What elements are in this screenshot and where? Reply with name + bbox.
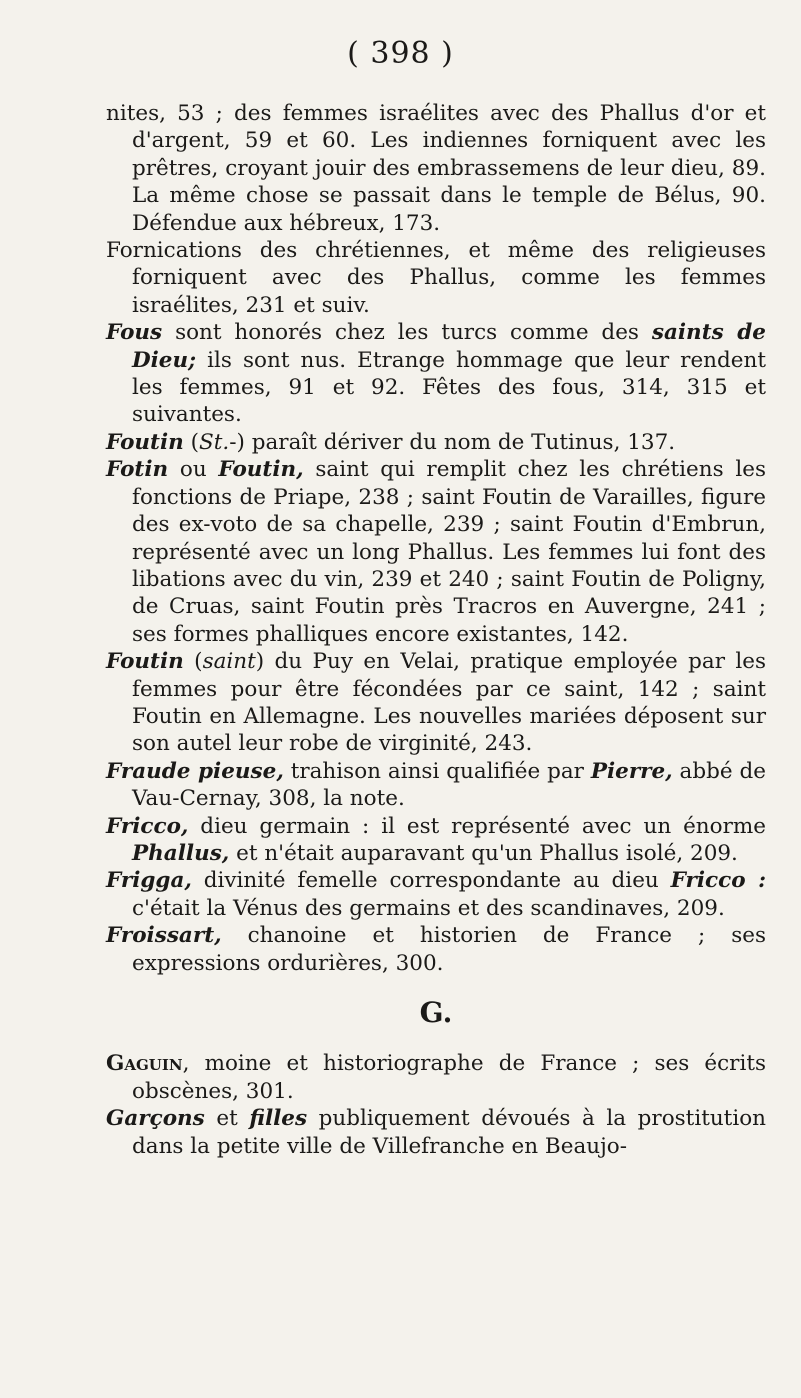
index-entry-fous: Fous sont honorés chez les turcs comme des saints de Dieu; ils sont nus. Etrange hommage que leur rendent les femmes, 91 et 92. Fêtes des fous, 314, 315 et suivantes. [106, 320, 766, 428]
index-entry-garcons: Garçons et filles publiquement dévoués à la prostitution dans la petite ville de Villefranche en Beaujo- [106, 1106, 766, 1159]
index-entry-foutin-puy: Foutin (saint) du Puy en Velai, pratique employée par les femmes pour être fécondées par ce saint, 142 ; saint Foutin en Allemagne. Les nouvelles mariées déposent sur son autel leur robe de virginité, 243. [106, 649, 766, 757]
index-entry-froissart: Froissart, chanoine et historien de France ; ses expressions ordurières, 300. [106, 923, 766, 976]
index-entry-gaguin: Gaguin, moine et historiographe de France ; ses écrits obscènes, 301. [106, 1051, 766, 1104]
index-entry-frigga: Frigga, divinité femelle correspondante au dieu Fricco : c'était la Vénus des germains et des scandinaves, 209. [106, 868, 767, 921]
index-entry-phallus-cont: nites, 53 ; des femmes israélites avec des Phallus d'or et d'argent, 59 et 60. Les indiennes forniquent avec les prêtres, croyant jouir des embrassemens de leur dieu, 89. La même chose se passait dans le temple de Bélus, 90. Défendue aux hébreux, 173. [106, 101, 766, 236]
index-entry-fricco: Fricco, dieu germain : il est représenté avec un énorme Phallus, et n'était auparavant qu'un Phallus isolé, 209. [106, 813, 766, 866]
index-entry-foutin-st: Foutin (St.-) paraît dériver du nom de Tutinus, 137. [106, 429, 676, 455]
index-column [106, 100, 766, 1160]
section-letter-g: G. [419, 996, 453, 1029]
page-number: ( 398 ) [347, 36, 454, 71]
index-entry-fornications: Fornications des chrétiennes, et même des religieuses forniquent avec des Phallus, comme les femmes israélites, 231 et suiv. [106, 238, 766, 318]
index-entry-fotin: Fotin ou Foutin, saint qui remplit chez les chrétiens les fonctions de Priape, 238 ; saint Foutin de Varailles, figure des ex-voto de sa chapelle, 239 ; saint Foutin d'Embrun, représenté avec un long Phallus. Les femmes lui font des libations avec du vin, 239 et 240 ; saint Foutin de Poligny, de Cruas, saint Foutin près Tracros en Auvergne, 241 ; ses formes phalliques encore existantes, 142. [106, 457, 766, 647]
index-entry-fraude-pieuse: Fraude pieuse, trahison ainsi qualifiée par Pierre, abbé de Vau-Cernay, 308, la note. [106, 758, 766, 812]
